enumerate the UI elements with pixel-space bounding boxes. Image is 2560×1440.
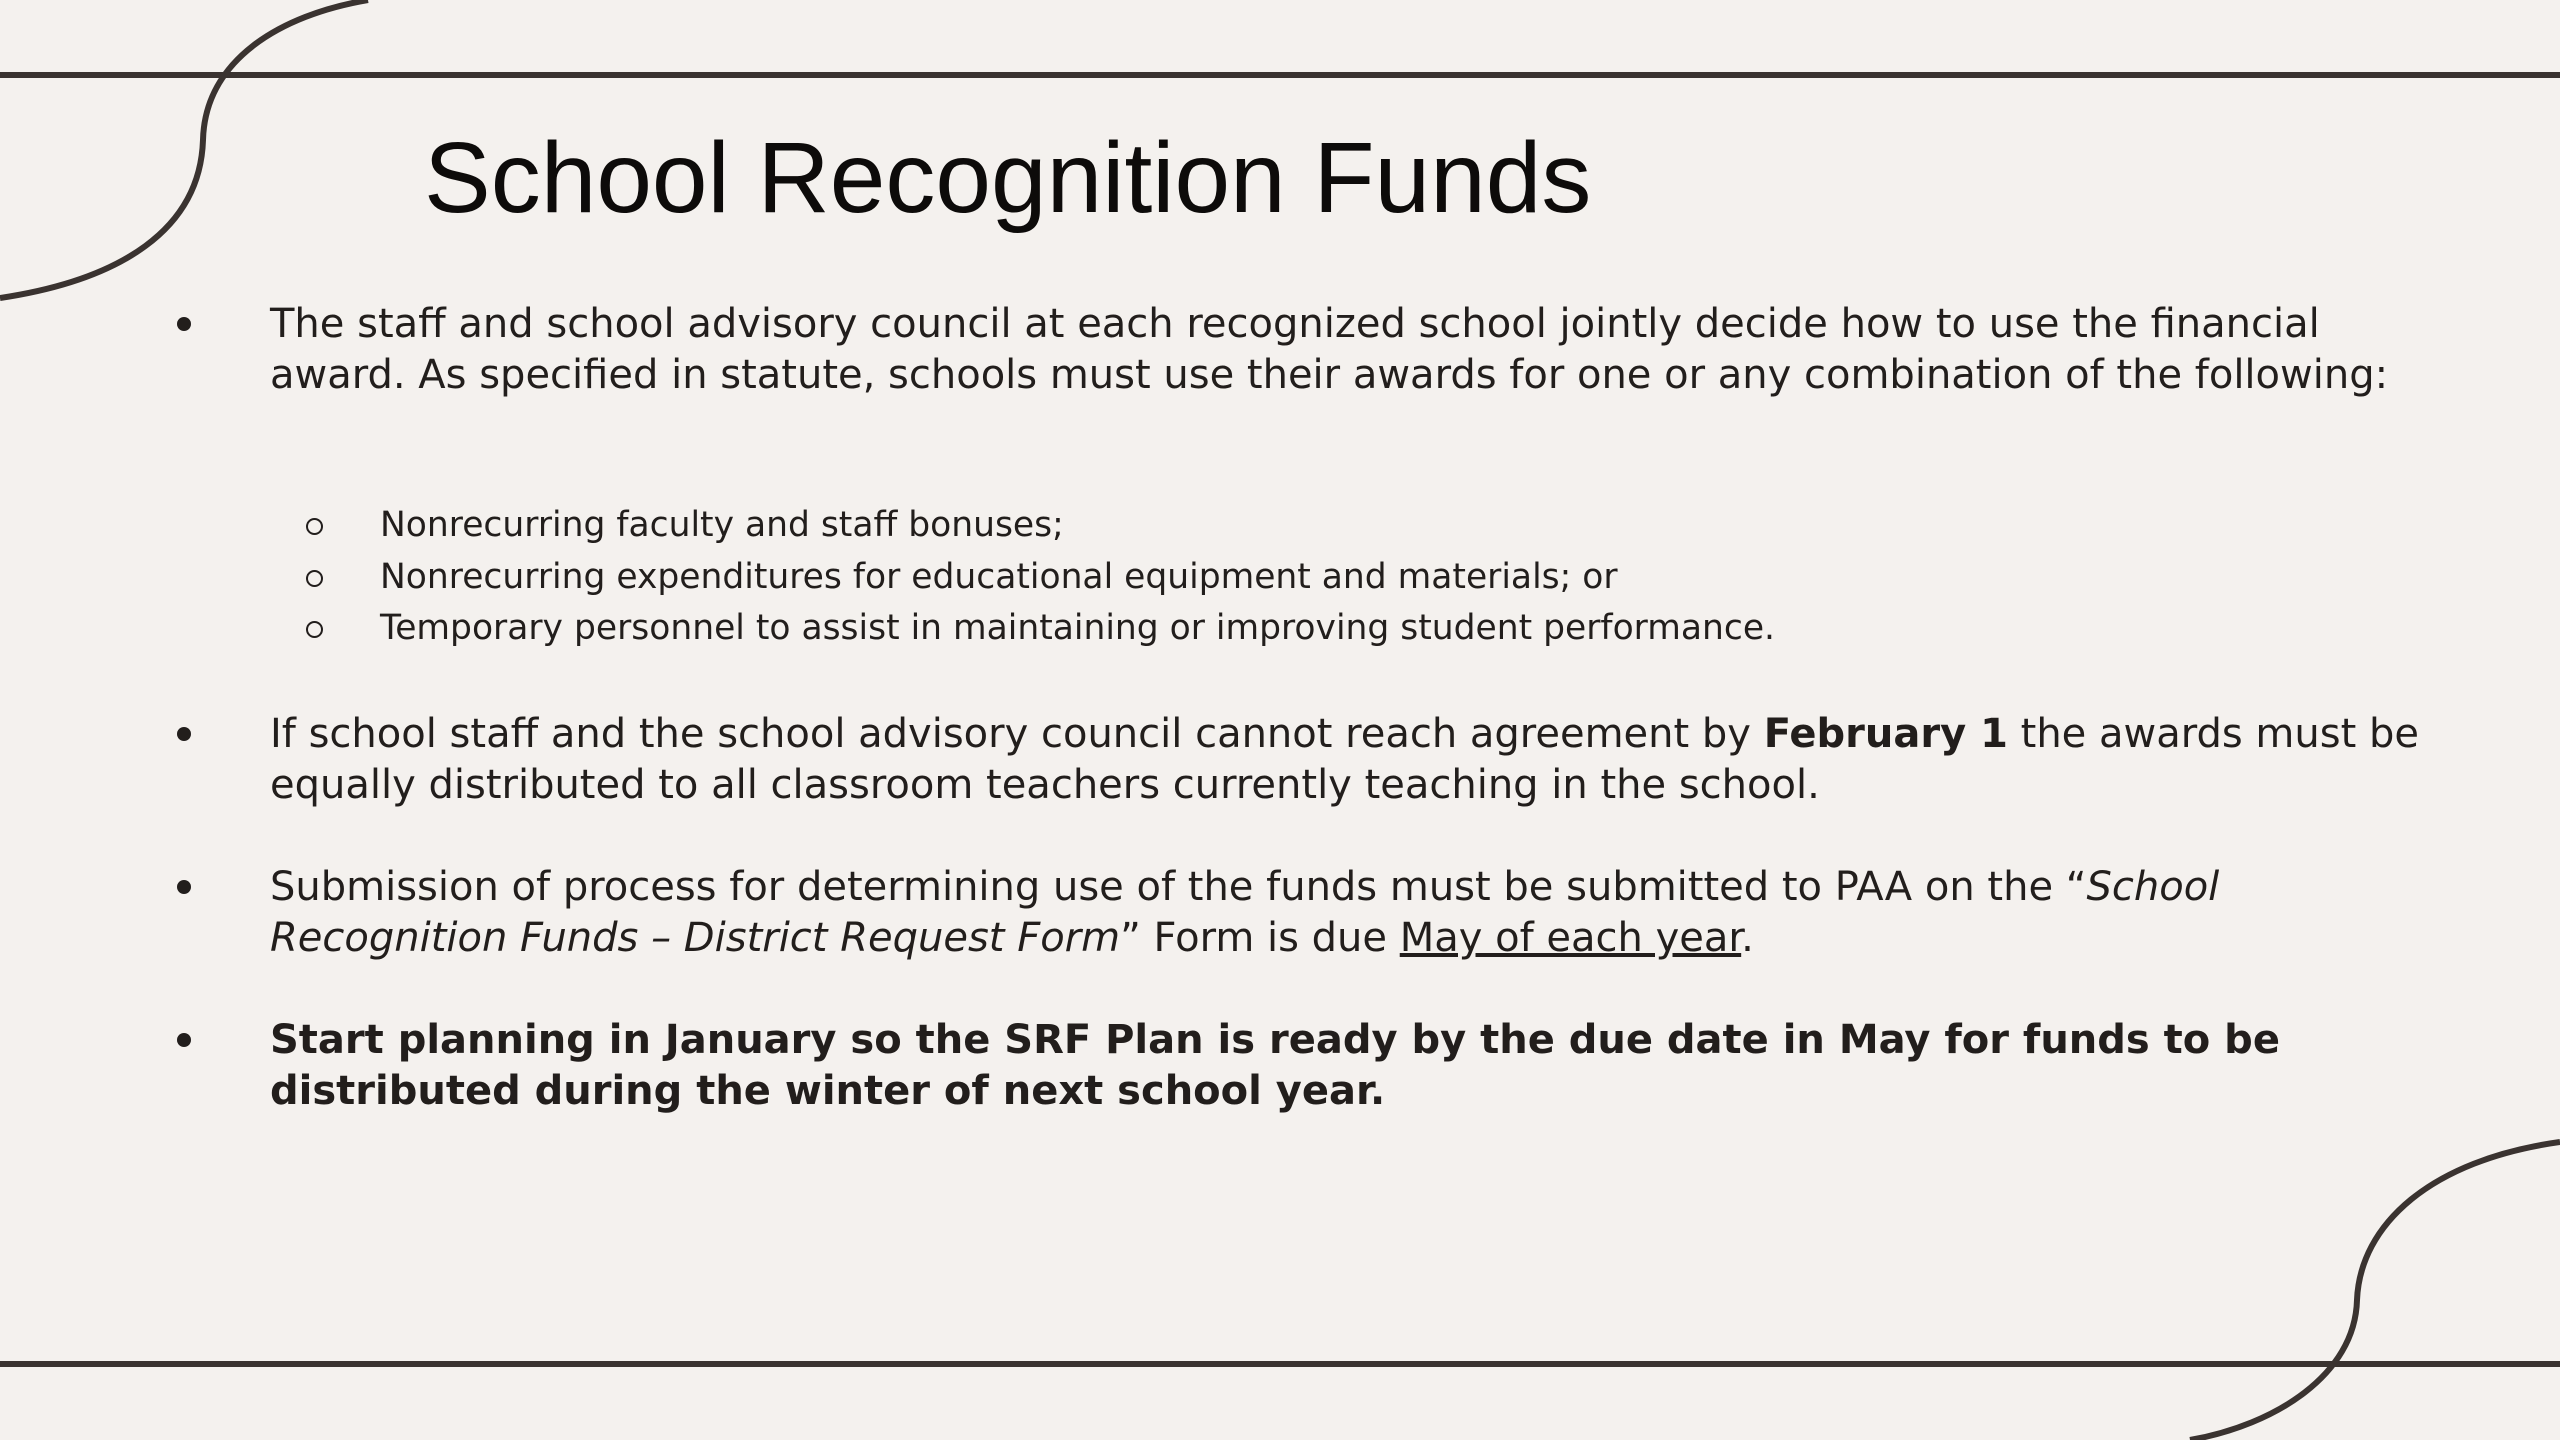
hollow-circle-bullet-icon: [306, 570, 323, 587]
bullet-dot-icon: [177, 1033, 191, 1047]
deadline-date: February 1: [1763, 711, 2008, 757]
hollow-circle-bullet-icon: [306, 518, 323, 535]
bullet-item-planning: [270, 1015, 2420, 1117]
bullet-dot-icon: [177, 880, 191, 894]
sub-list-item: [380, 603, 2280, 655]
bullet-text: The staff and school advisory council at each recognized school jointly decide how to use the financial award. As specified in statute, schools must use their awards for one or any combination of the following:: [270, 301, 2389, 398]
sub-bullet-list: [380, 500, 2280, 655]
bullet-text-middle: ” Form is due: [1120, 915, 1400, 961]
bullet-item-agreement: [270, 709, 2420, 811]
bullet-text-prefix: Submission of process for determining use of the funds must be submitted to PAA on the “: [270, 864, 2087, 910]
sub-list-item: [380, 552, 2280, 604]
bullet-text-suffix: .: [1741, 915, 1754, 961]
sub-item-text: Nonrecurring faculty and staff bonuses;: [380, 505, 1064, 545]
due-date: May of each year: [1399, 915, 1742, 961]
sub-item-text: Nonrecurring expenditures for educational equipment and materials; or: [380, 556, 1618, 597]
bullet-item-financial-award: [270, 299, 2420, 401]
bullet-text: Start planning in January so the SRF Plan is ready by the due date in May for funds to be distributed during the winter of next school year.: [270, 1017, 2280, 1114]
bullet-text-prefix: If school staff and the school advisory council cannot reach agreement by: [270, 711, 1764, 757]
form-name: School Recognition Funds – District Request Form: [270, 864, 2220, 961]
bullet-item-submission: [270, 862, 2420, 964]
sub-list-item: [380, 500, 2280, 552]
sub-item-text: Temporary personnel to assist in maintaining or improving student performance.: [380, 608, 1776, 648]
hollow-circle-bullet-icon: [306, 621, 323, 638]
bullet-dot-icon: [177, 317, 191, 331]
bullet-dot-icon: [177, 727, 191, 741]
slide-title: School Recognition Funds: [424, 122, 1592, 234]
bullet-text-suffix: the awards must be equally distributed to all classroom teachers currently teaching in the school.: [270, 711, 2419, 808]
